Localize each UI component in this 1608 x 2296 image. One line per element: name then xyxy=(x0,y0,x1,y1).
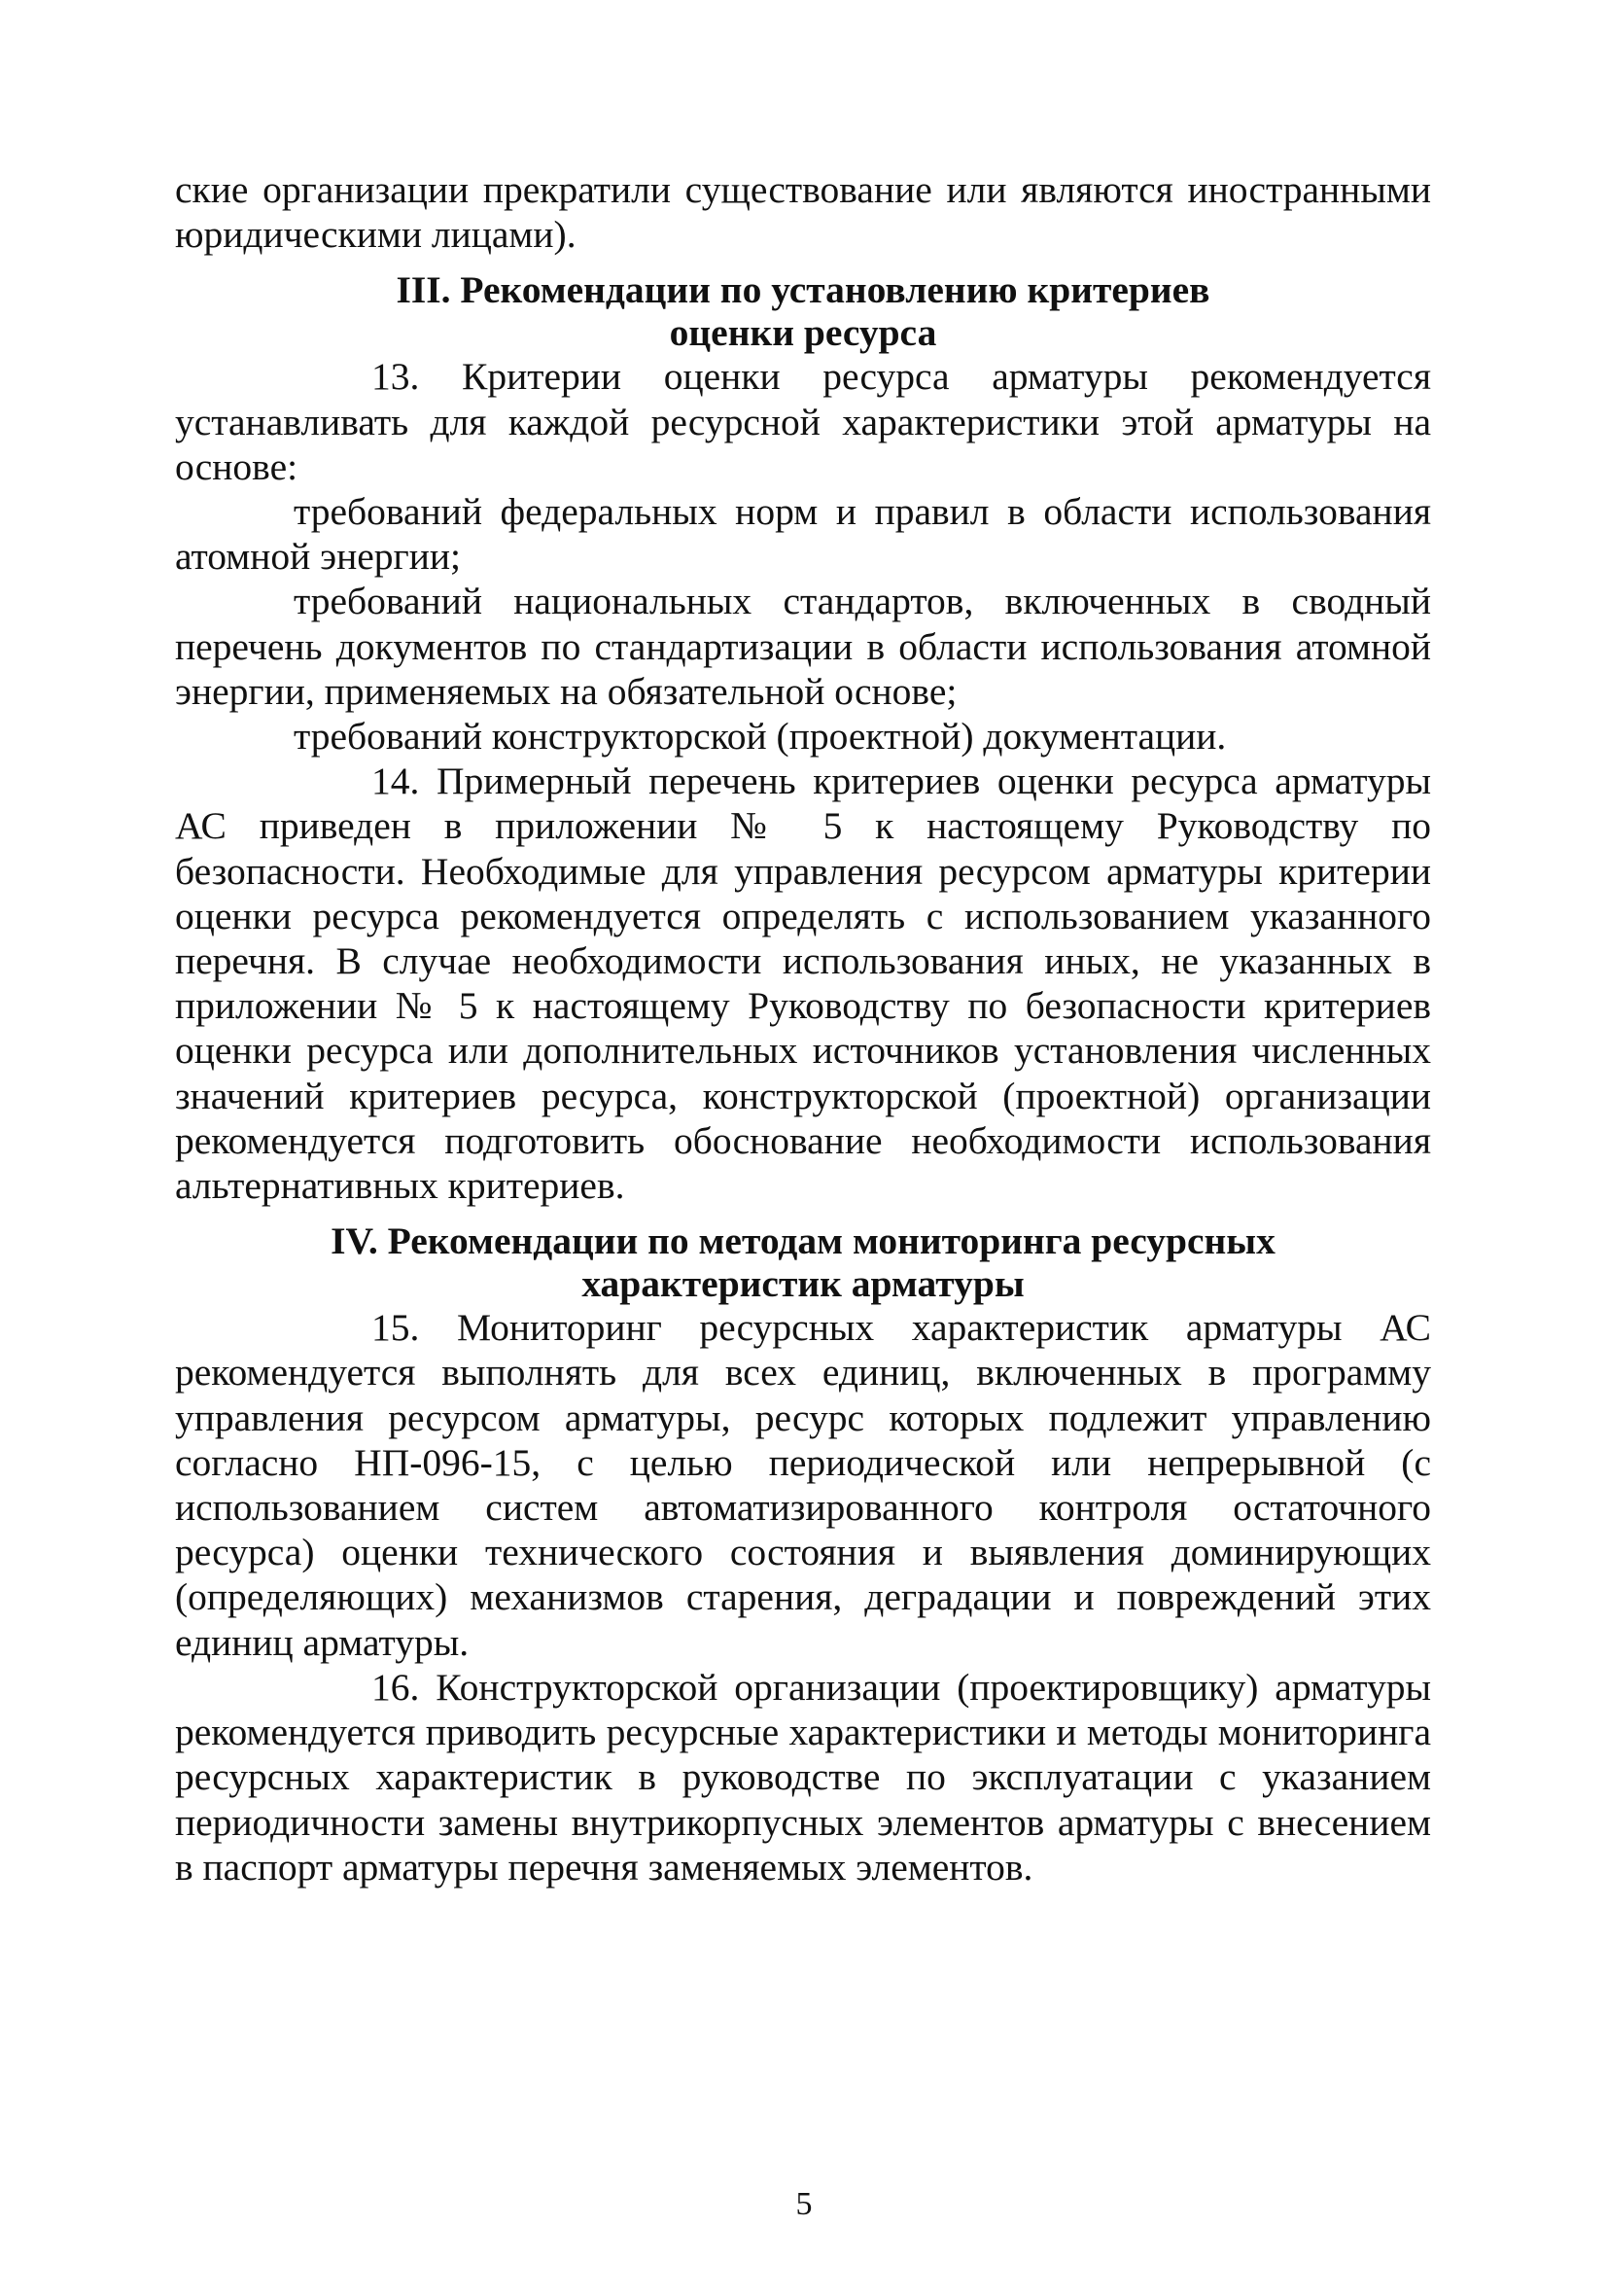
document-page xyxy=(175,167,1431,1890)
section-4-heading-line-1: IV. Рекомендации по методам мониторинга ресурсных xyxy=(331,1219,1276,1263)
paragraph-13: 13. Критерии оценки ресурса арматуры рекомендуется устанавливать для каждой ресурсной характеристики этой арматуры на основе: xyxy=(175,355,1431,488)
list-item: требований конструкторской (проектной) документации. xyxy=(294,715,1227,759)
section-3-heading-line-2: оценки ресурса xyxy=(669,311,937,355)
intro-paragraph: ские организации прекратили существование или являются иностранными юридическими лицами). xyxy=(175,168,1431,257)
page-number: 5 xyxy=(795,2186,813,2222)
section-4-heading-line-2: характеристик арматуры xyxy=(581,1262,1025,1306)
list-item: требований национальных стандартов, включенных в сводный перечень документов по стандартизации в области использования атомной энергии, применяемых на обязательной основе; xyxy=(175,580,1431,713)
list-item: требований федеральных норм и правил в области использования атомной энергии; xyxy=(175,490,1431,579)
section-3-heading-line-1: III. Рекомендации по установлению критериев xyxy=(396,268,1210,312)
section-3-heading xyxy=(175,268,1431,354)
section-4-heading xyxy=(175,1219,1431,1305)
paragraph-15: 15. Мониторинг ресурсных характеристик арматуры АС рекомендуется выполнять для всех единиц, включенных в программу управления ресурсом арматуры, ресурс которых подлежит управлению согласно НП-096-15, с целью периодической или непрерывной (с использованием систем автоматизированного контроля остаточного ресурса) оценки технического состояния и выявления доминирующих (определяющих) механизмов старения, деградации и повреждений этих единиц арматуры. xyxy=(175,1306,1431,1664)
paragraph-14: 14. Примерный перечень критериев оценки ресурса арматуры АС приведен в приложении № 5 к настоящему Руководству по безопасности. Необходимые для управления ресурсом арматуры критерии оценки ресурса рекомендуется определять с использованием указанного перечня. В случае необходимости использования иных, не указанных в приложении № 5 к настоящему Руководству по безопасности критериев оценки ресурса или дополнительных источников установления численных значений критериев ресурса, конструкторской (проектной) организации рекомендуется подготовить обоснование необходимости использования альтернативных критериев. xyxy=(175,759,1431,1208)
paragraph-16: 16. Конструкторской организации (проектировщику) арматуры рекомендуется приводить ресурсные характеристики и методы мониторинга ресурсных характеристик в руководстве по эксплуатации с указанием периодичности замены внутрикорпусных элементов арматуры с внесением в паспорт арматуры перечня заменяемых элементов. xyxy=(175,1665,1431,1889)
